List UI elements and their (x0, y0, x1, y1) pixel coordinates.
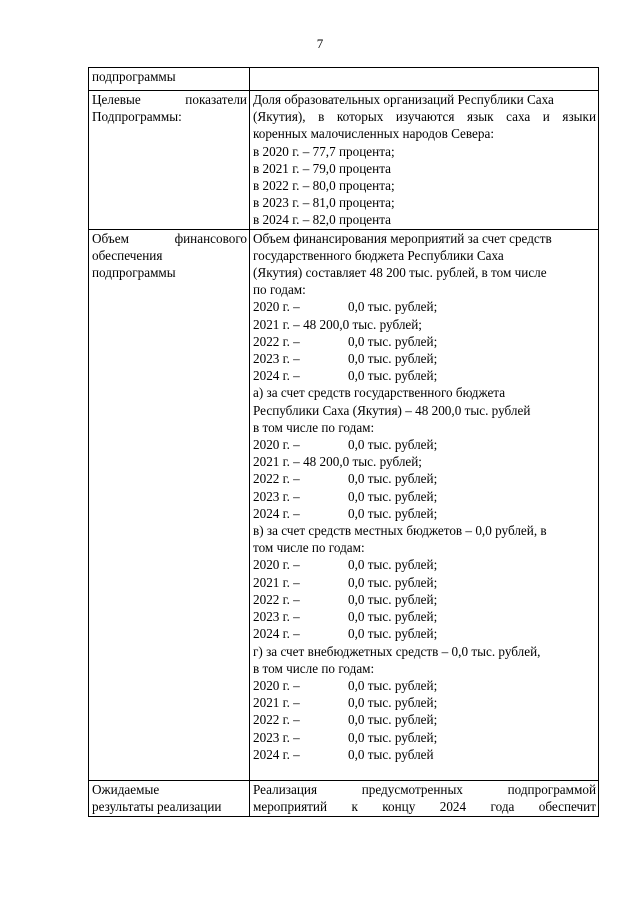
content-line: в том числе по годам: (253, 419, 375, 435)
content-line: в 2023 г. – 81,0 процента; (253, 195, 395, 211)
row-label (89, 229, 250, 781)
year-line: 2021 г. – 48 200,0 тыс. рублей; (253, 454, 422, 470)
label-line: результаты реализации (92, 799, 222, 815)
year-line: 2023 г. – 0,0 тыс. рублей; (253, 351, 438, 367)
year-line: 2021 г. – 48 200,0 тыс. рублей; (253, 316, 422, 332)
year-line: 2024 г. – 0,0 тыс. рублей; (253, 626, 438, 642)
content-line: Республики Саха (Якутия) – 48 200,0 тыс. рублей (253, 402, 531, 418)
table-row (89, 781, 599, 816)
year-line: 2020 г. – 0,0 тыс. рублей; (253, 437, 438, 453)
content-line: в 2021 г. – 79,0 процента (253, 160, 391, 176)
content-line: в том числе по годам: (253, 660, 375, 676)
row-content (250, 781, 599, 816)
year-line: 2022 г. – 0,0 тыс. рублей; (253, 333, 438, 349)
content-line: (Якутия), в которых изучаются язык саха и языки (253, 109, 596, 125)
year-line: 2022 г. – 0,0 тыс. рублей; (253, 712, 438, 728)
row-content (250, 229, 599, 781)
year-line: 2020 г. – 0,0 тыс. рублей; (253, 557, 438, 573)
content-line: том числе по годам: (253, 540, 365, 556)
row-content (250, 68, 599, 91)
table-row (89, 229, 599, 781)
content-line: Реализация предусмотренных подпрограммой (253, 782, 596, 798)
row-label: подпрограммы (89, 68, 250, 91)
label-line: Целевые показатели (92, 92, 247, 107)
label-line: Объем финансового (92, 230, 247, 246)
row-label (89, 781, 250, 816)
table-row (89, 91, 599, 230)
content-line: коренных малочисленных народов Севера: (253, 126, 495, 142)
content-line: государственного бюджета Республики Саха (253, 247, 504, 263)
content-line: а) за счет средств государственного бюджета (253, 385, 506, 401)
label-line: Ожидаемые (92, 782, 160, 798)
year-line: 2022 г. – 0,0 тыс. рублей; (253, 591, 438, 607)
year-line: 2023 г. – 0,0 тыс. рублей; (253, 729, 438, 745)
year-line: 2020 г. – 0,0 тыс. рублей; (253, 677, 438, 693)
year-line: 2020 г. – 0,0 тыс. рублей; (253, 299, 438, 315)
year-line: 2024 г. – 0,0 тыс. рублей; (253, 505, 438, 521)
content-line: мероприятий к концу 2024 года обеспечит (253, 799, 596, 815)
table-row (89, 68, 599, 91)
spacer (253, 763, 596, 780)
label-line: подпрограммы (92, 265, 176, 281)
content-line: в 2024 г. – 82,0 процента (253, 212, 391, 228)
label-line: Подпрограммы: (92, 109, 182, 125)
content-line: г) за счет внебюджетных средств – 0,0 тыс. рублей, (253, 643, 541, 659)
year-line: 2021 г. – 0,0 тыс. рублей; (253, 695, 438, 711)
year-line: 2024 г. – 0,0 тыс. рублей; (253, 368, 438, 384)
content-line: в 2020 г. – 77,7 процента; (253, 143, 395, 159)
content-line: (Якутия) составляет 48 200 тыс. рублей, в том числе (253, 265, 547, 281)
year-line: 2023 г. – 0,0 тыс. рублей; (253, 609, 438, 625)
content-line: Объем финансирования мероприятий за счет средств (253, 230, 552, 246)
year-line: 2024 г. – 0,0 тыс. рублей (253, 746, 434, 762)
year-line: 2021 г. – 0,0 тыс. рублей; (253, 574, 438, 590)
content-line: в 2022 г. – 80,0 процента; (253, 178, 395, 194)
content-line: в) за счет средств местных бюджетов – 0,0 рублей, в (253, 523, 547, 539)
year-line: 2022 г. – 0,0 тыс. рублей; (253, 471, 438, 487)
row-content (250, 91, 599, 230)
year-line: 2023 г. – 0,0 тыс. рублей; (253, 488, 438, 504)
row-label (89, 91, 250, 230)
label-line: обеспечения (92, 247, 163, 263)
passport-table (88, 67, 599, 817)
content-line: Доля образовательных организаций Республики Саха (253, 92, 554, 107)
page-number: 7 (316, 36, 324, 51)
content-line: по годам: (253, 282, 306, 298)
